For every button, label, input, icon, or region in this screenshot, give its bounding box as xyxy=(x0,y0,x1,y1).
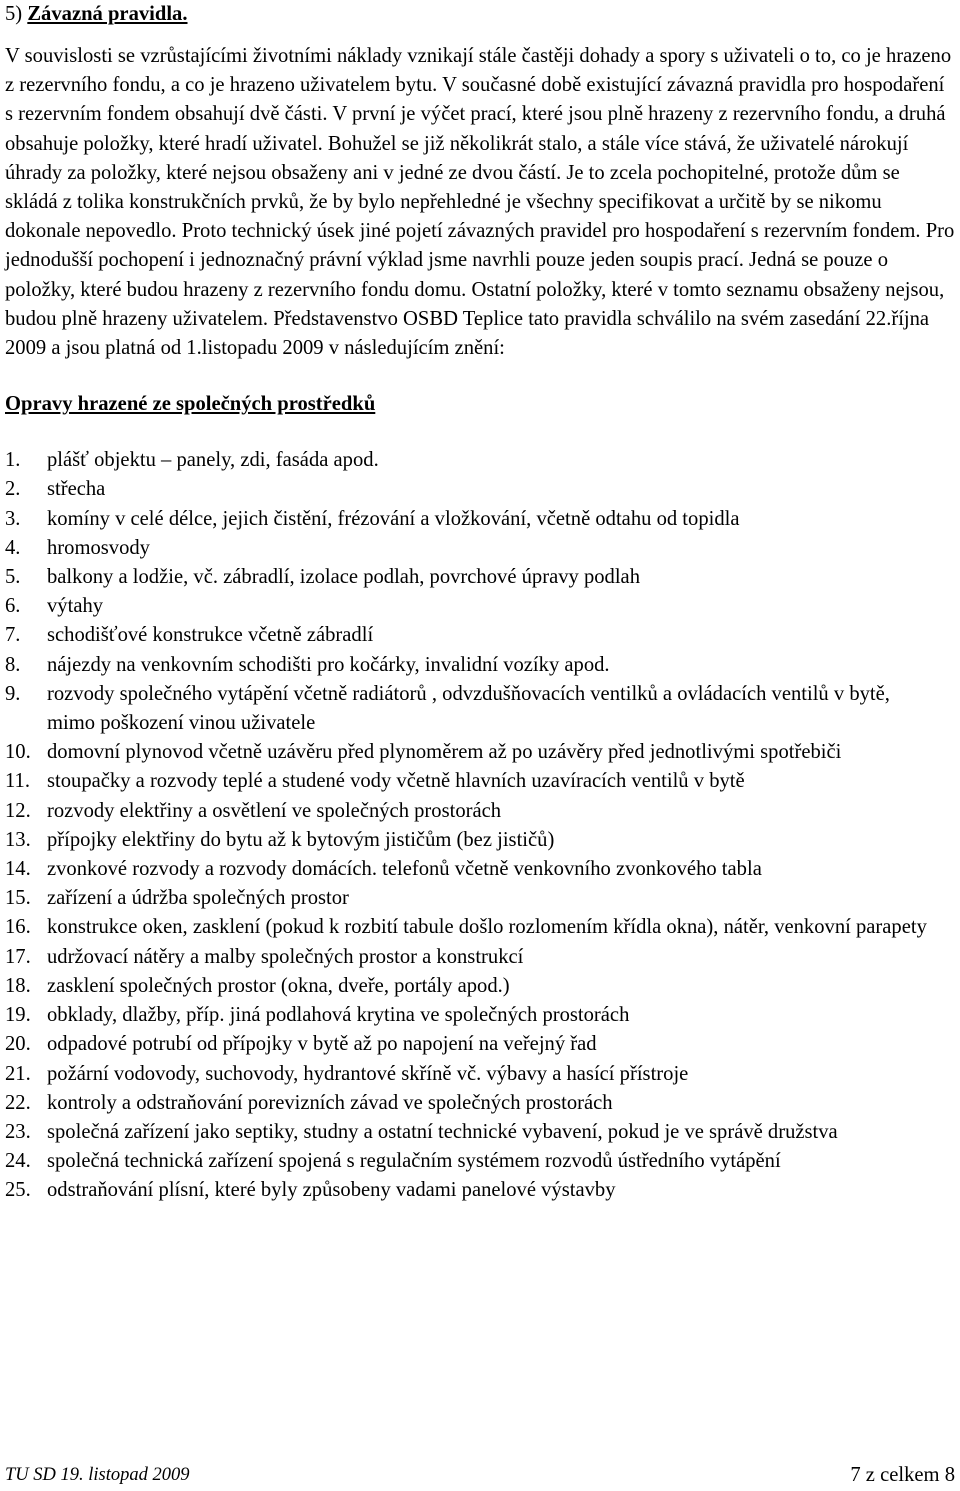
list-item xyxy=(5,621,955,650)
section-number: 5) xyxy=(5,3,23,25)
list-item-number: 10. xyxy=(5,741,31,764)
section-heading xyxy=(5,0,955,29)
list-item xyxy=(5,855,955,884)
list-item-text: zvonkové rozvody a rozvody domácích. telefonů včetně venkovního zvonkového tabla xyxy=(47,858,762,881)
list-item xyxy=(5,446,955,475)
list-item-text: domovní plynovod včetně uzávěru před plynoměrem až po uzávěry před jednotlivými spotřebiči xyxy=(47,741,842,764)
list-item xyxy=(5,475,955,504)
list-item-text: požární vodovody, suchovody, hydrantové skříně vč. výbavy a hasící přístroje xyxy=(47,1062,689,1085)
section-title: Závazná pravidla. xyxy=(27,3,188,25)
list-item-number: 15. xyxy=(5,887,31,910)
list-item xyxy=(5,1176,955,1205)
page-number: 7 z celkem 8 xyxy=(850,1464,955,1486)
list-item xyxy=(5,651,955,680)
list-heading: Opravy hrazené ze společných prostředků xyxy=(5,393,376,416)
list-item-text: obklady, dlažby, příp. jiná podlahová krytina ve společných prostorách xyxy=(47,1004,630,1027)
list-item-number: 21. xyxy=(5,1062,31,1085)
intro-sentence-2: V současné době existující závazná pravidla pro hospodaření s rezervním fondem obsahují dvě části. V první je výčet prací, které jsou plně hrazeny z rezervního fondu, a druhá obsahuje položky, které hradí uživatel. Bohužel se již několikrát stalo, a stále více stává, že uživatelé nárokují úhrady za položky, které nejsou obsaženy ani v jedné ze dvou částí. Je to zcela pochopitelné, protože dům se skládá z tolika konstrukčních prvků, že by bylo nepřehledné je všechny specifikovat a určitě by se nikomu dokonale nepovedlo. xyxy=(5,74,946,243)
list-item-number: 4. xyxy=(5,536,21,559)
list-item xyxy=(5,767,955,796)
list-item-number: 23. xyxy=(5,1120,31,1143)
list-item-text: zasklení společných prostor (okna, dveře, portály apod.) xyxy=(47,974,510,997)
list-item xyxy=(5,680,955,738)
list-item-number: 12. xyxy=(5,799,31,822)
list-item-text: balkony a lodžie, vč. zábradlí, izolace podlah, povrchové úpravy podlah xyxy=(47,566,640,589)
list-item-text: udržovací nátěry a malby společných prostor a konstrukcí xyxy=(47,945,524,968)
list-item-text: stoupačky a rozvody teplé a studené vody včetně hlavních uzavíracích ventilů v bytě xyxy=(47,770,745,793)
list-item-text: výtahy xyxy=(47,595,104,618)
list-item xyxy=(5,943,955,972)
intro-paragraph xyxy=(5,42,955,363)
repairs-list xyxy=(5,446,955,1205)
list-item-text: nájezdy na venkovním schodišti pro kočárky, invalidní vozíky apod. xyxy=(47,653,610,676)
list-item-number: 13. xyxy=(5,828,31,851)
list-item-text: společná zařízení jako septiky, studny a ostatní technické vybavení, pokud je ve správě družstva xyxy=(47,1120,838,1143)
list-item-text: střecha xyxy=(47,478,106,501)
list-item xyxy=(5,1001,955,1030)
list-item-text: konstrukce oken, zasklení (pokud k rozbití tabule došlo rozlomením křídla okna), nátěr, venkovní parapety xyxy=(47,916,927,939)
list-item-number: 20. xyxy=(5,1033,31,1056)
list-item-number: 11. xyxy=(5,770,30,793)
list-item-number: 19. xyxy=(5,1004,31,1027)
list-item xyxy=(5,826,955,855)
list-item-number: 8. xyxy=(5,653,21,676)
list-item-text: odpadové potrubí od přípojky v bytě až po napojení na veřejný řad xyxy=(47,1033,597,1056)
list-item-text: rozvody společného vytápění včetně radiátorů , odvzdušňovacích ventilků a ovládacích ventilů v bytě, mimo poškození vinou uživatele xyxy=(47,682,890,735)
list-item-text: plášť objektu – panely, zdi, fasáda apod. xyxy=(47,449,379,472)
list-item xyxy=(5,884,955,913)
list-item-number: 7. xyxy=(5,624,21,647)
list-item-text: kontroly a odstraňování porevizních závad ve společných prostorách xyxy=(47,1091,613,1114)
list-item xyxy=(5,797,955,826)
list-item-text: odstraňování plísní, které byly způsobeny vadami panelové výstavby xyxy=(47,1179,616,1202)
list-item xyxy=(5,563,955,592)
list-item xyxy=(5,592,955,621)
list-item-number: 6. xyxy=(5,595,21,618)
list-item xyxy=(5,1147,955,1176)
list-item xyxy=(5,738,955,767)
list-item xyxy=(5,534,955,563)
list-item-number: 2. xyxy=(5,478,21,501)
list-item xyxy=(5,972,955,1001)
list-item-text: společná technická zařízení spojená s regulačním systémem rozvodů ústředního vytápění xyxy=(47,1150,781,1173)
list-item-number: 25. xyxy=(5,1179,31,1202)
list-item-number: 24. xyxy=(5,1150,31,1173)
list-item-text: hromosvody xyxy=(47,536,150,559)
list-item-text: schodišťové konstrukce včetně zábradlí xyxy=(47,624,374,647)
list-item-number: 22. xyxy=(5,1091,31,1114)
list-item-number: 3. xyxy=(5,507,21,530)
list-item-number: 9. xyxy=(5,682,21,705)
list-item-number: 5. xyxy=(5,566,21,589)
list-item-number: 17. xyxy=(5,945,31,968)
list-item-text: rozvody elektřiny a osvětlení ve společných prostorách xyxy=(47,799,502,822)
list-item xyxy=(5,1030,955,1059)
list-item-text: přípojky elektřiny do bytu až k bytovým jističům (bez jističů) xyxy=(47,828,555,851)
list-item xyxy=(5,505,955,534)
footer-date: TU SD 19. listopad 2009 xyxy=(5,1465,190,1485)
list-item-text: komíny v celé délce, jejich čistění, frézování a vložkování, včetně odtahu od topidla xyxy=(47,507,740,530)
intro-sentence-3: Proto technický úsek jiné pojetí závazných pravidel pro hospodaření s rezervním fondem. Pro jednodušší pochopení i jednoznačný právní výklad jsme navrhli pouze jeden soupis prací. Jedná se pouze o položky, které budou hrazeny z rezervního fondu domu. Ostatní položky, které v tomto seznamu obsaženy nejsou, budou plně hrazeny uživatelem. xyxy=(5,220,955,330)
document-page xyxy=(5,0,955,1206)
list-item-number: 18. xyxy=(5,974,31,997)
list-item xyxy=(5,1089,955,1118)
list-item-number: 16. xyxy=(5,916,31,939)
list-item xyxy=(5,913,955,942)
intro-sentence-1: V souvislosti se vzrůstajícími životními náklady vznikají stále častěji dohady a spory s uživateli o to, co je hrazeno z rezervního fondu, a co je hrazeno uživatelem bytu. xyxy=(5,45,952,97)
list-item-number: 14. xyxy=(5,858,31,881)
page-footer xyxy=(5,1462,955,1488)
list-item xyxy=(5,1060,955,1089)
intro-sentence-4: Představenstvo OSBD Teplice tato pravidla schválilo na svém zasedání 22.října 2009 a jsou platná od 1.listopadu 2009 v následujícím znění: xyxy=(5,307,930,360)
list-item xyxy=(5,1118,955,1147)
list-item-number: 1. xyxy=(5,449,21,472)
list-item-text: zařízení a údržba společných prostor xyxy=(47,887,349,910)
